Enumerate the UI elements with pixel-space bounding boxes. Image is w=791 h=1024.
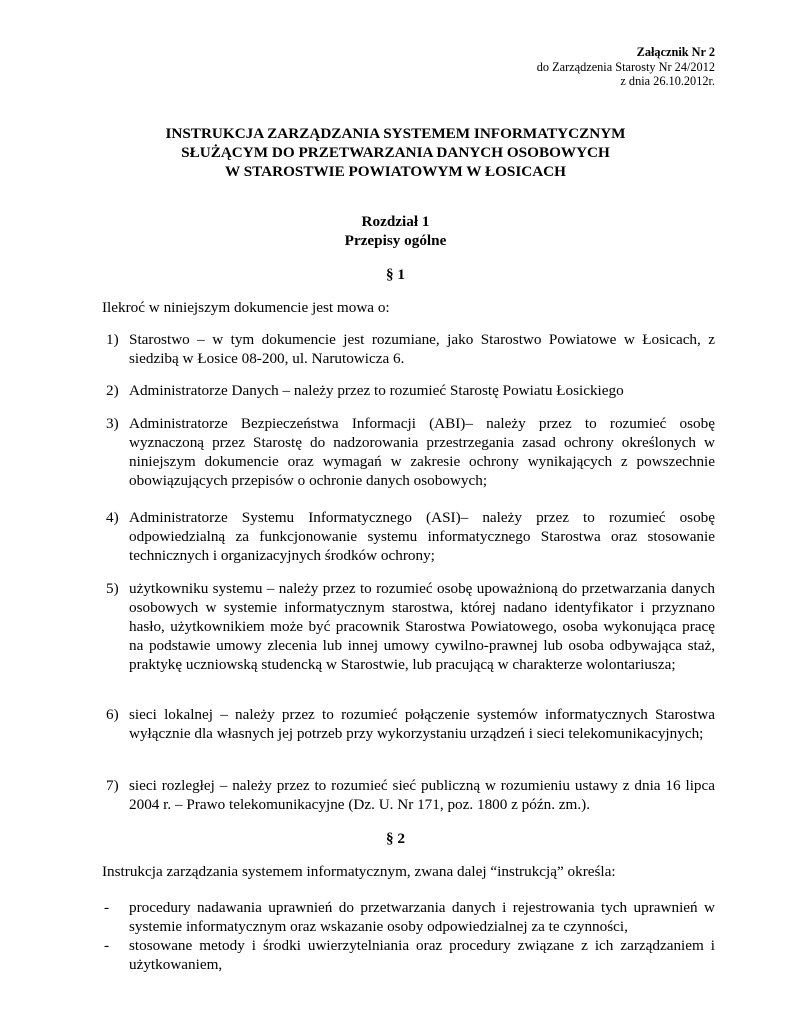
chapter-number: Rozdział 1 [361,213,430,230]
section-1-intro: Ilekroć w niniejszym dokumencie jest mowa o: [102,299,390,316]
item-number: 1) [106,331,119,348]
chapter-name: Przepisy ogólne [344,232,447,249]
item-number: 5) [106,580,119,597]
definition-item [106,508,715,565]
document-title-line: W STAROSTWIE POWIATOWYM W ŁOSICACH [225,163,566,181]
definition-item [106,579,715,674]
section-2-mark: § 2 [386,830,405,847]
list-item [104,936,715,974]
item-number: 3) [106,415,119,432]
list-item-text: procedury nadawania uprawnień do przetwarzania danych i rejestrowania tych uprawnień w systemie informatycznym oraz wskazanie osoby odpowiedzialnej za te czynności, [129,899,715,935]
annex-reference: do Zarządzenia Starosty Nr 24/2012 [536,59,715,74]
item-text: sieci lokalnej – należy przez to rozumieć połączenie systemów informatycznych Starostwa wyłącznie dla własnych jej potrzeb przy wykorzystaniu urządzeń i sieci telekomunikacyjnych; [129,706,715,742]
section-1-mark: § 1 [386,266,405,283]
dash-marker: - [104,937,110,954]
annex-date: z dnia 26.10.2012r. [620,74,715,89]
document-title-line: SŁUŻĄCYM DO PRZETWARZANIA DANYCH OSOBOWYCH [181,144,610,162]
item-text: użytkowniku systemu – należy przez to rozumieć osobę upoważnioną do przetwarzania danych osobowych w systemie informatycznym starostwa, której nadano identyfikator i przyznano hasło, użytkownikiem może być pracownik Starostwa Powiatowego, osoba wykonująca pracę na podstawie umowy zlecenia lub innej umowy cywilno-prawnej lub osoba odbywająca staż, praktykę uczniowską studencką w Starostwie, lub pracującą w charakterze wolontariusza; [129,580,715,673]
document-title [0,124,791,182]
definition-item [106,414,715,490]
annex-title: Załącznik Nr 2 [636,45,715,59]
list-item-text: stosowane metody i środki uwierzytelniania oraz procedury związane z ich zarządzaniem i użytkowaniem, [129,937,715,973]
list-item [104,898,715,936]
item-number: 4) [106,509,119,526]
dash-marker: - [104,899,110,916]
definition-item [106,705,715,743]
definition-item [106,330,715,368]
item-number: 2) [106,382,119,399]
item-number: 7) [106,777,119,794]
item-text: Administratorze Danych – należy przez to rozumieć Starostę Powiatu Łosickiego [129,382,624,399]
item-number: 6) [106,706,119,723]
document-title-line: INSTRUKCJA ZARZĄDZANIA SYSTEMEM INFORMATYCZNYM [165,125,626,142]
annex-header [537,45,715,89]
item-text: Starostwo – w tym dokumencie jest rozumiane, jako Starostwo Powiatowe w Łosicach, z siedzibą w Łosice 08-200, ul. Narutowicza 6. [129,331,715,367]
section-2-intro: Instrukcja zarządzania systemem informatycznym, zwana dalej “instrukcją” określa: [102,863,616,880]
item-text: sieci rozległej – należy przez to rozumieć sieć publiczną w rozumieniu ustawy z dnia 16 lipca 2004 r. – Prawo telekomunikacyjne (Dz. U. Nr 171, poz. 1800 z późn. zm.). [129,777,715,813]
definition-item [106,381,715,400]
item-text: Administratorze Systemu Informatycznego (ASI)– należy przez to rozumieć osobę odpowiedzialną za funkcjonowanie systemu informatycznego Starostwa oraz stosowanie technicznych i organizacyjnych środków ochrony; [129,509,715,564]
item-text: Administratorze Bezpieczeństwa Informacji (ABI)– należy przez to rozumieć osobę wyznaczoną przez Starostę do nadzorowania przestrzegania zasad ochrony określonych w niniejszym dokumencie oraz wymagań w zakresie ochrony wynikających z powszechnie obowiązujących przepisów o ochronie danych osobowych; [129,415,715,489]
definition-item [106,776,715,814]
